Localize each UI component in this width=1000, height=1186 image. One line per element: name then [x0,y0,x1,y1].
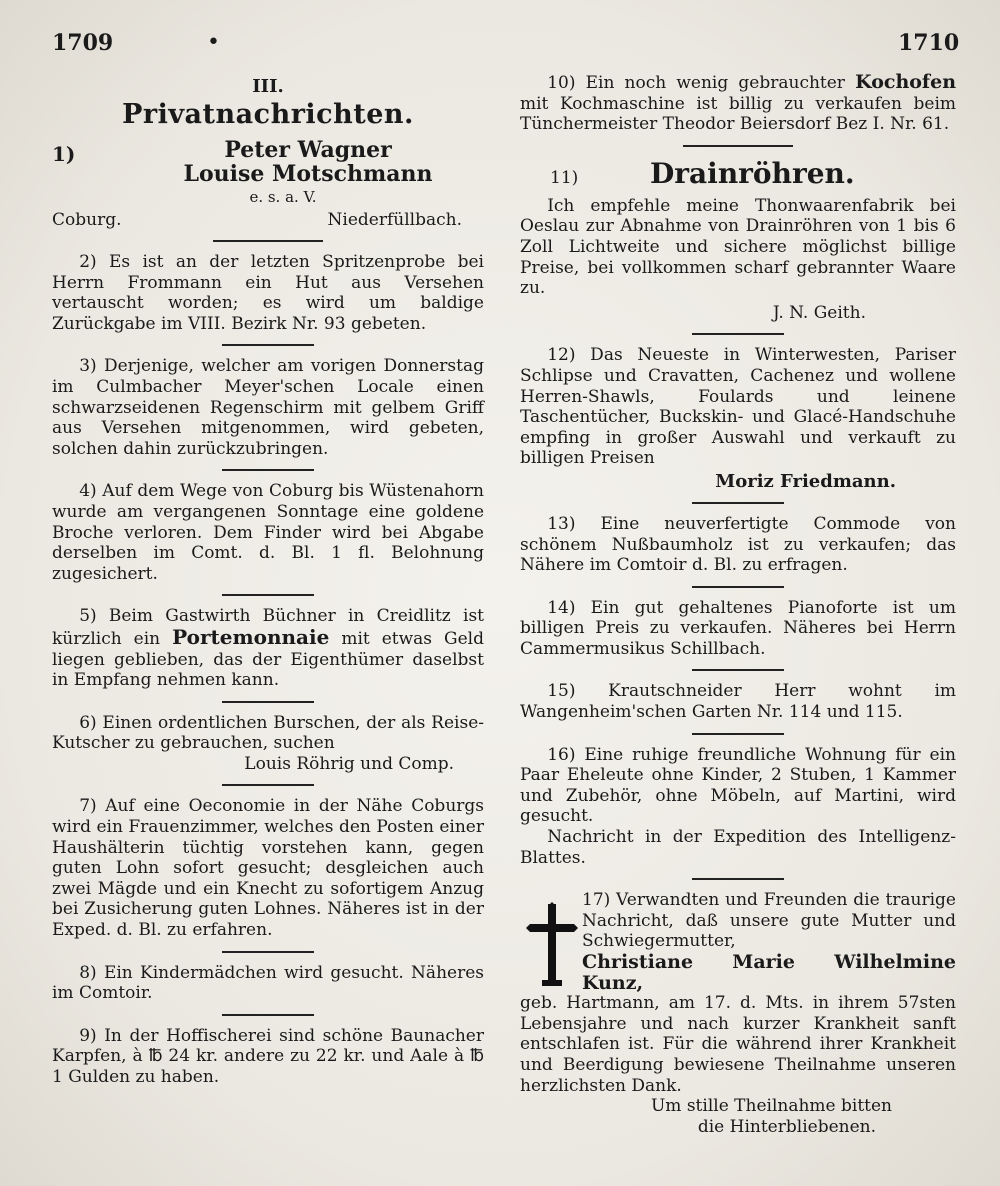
notice-11-text: Ich empfehle meine Thonwaarenfabrik bei Oeslau zur Abnahme von Drainröhren von 1 bis 6 Zoll Lichtweite und sichere möglichst billige Preise, bei vollkommen scharf gebrannter Waare zu. [520,195,956,299]
separator [222,469,314,471]
notice-7: 7) Auf eine Oeconomie in der Nähe Coburgs wird ein Frauenzimmer, welches den Posten einer Haushälterin tüchtig vorstehen kann, gegen guten Lohn sofort gesucht; desgleichen auch zwei Mägde und ein Knecht zu sofortigem Anzug bei Zusicherung guten Lohnes. Näheres ist in der Exped. d. Bl. zu erfahren. [52,796,484,941]
notice-12: 12) Das Neueste in Winterwesten, Pariser Schlipse und Cravatten, Cachenez und wollene Herren-Shawls, Foulards und leinene Taschentücher, Buckskin- und Glacé-Handschuhe empfing in großer Auswahl und verkauft zu billigen Preisen [520,345,956,469]
notice-15: 15) Krautschneider Herr wohnt im Wangenheim'schen Garten Nr. 114 und 115. [520,681,956,723]
notice-16: 16) Eine ruhige freundliche Wohnung für ein Paar Eheleute ohne Kinder, 2 Stuben, 1 Kammer und Zubehör, ohne Möbeln, auf Martini, wird gesucht. [520,744,956,827]
obituary-intro: 17) Verwandten und Freunden die traurige Nachricht, daß unsere gute Mutter und Schwiegermutter, [582,890,956,952]
portemonnaie-word: Portemonnaie [172,624,330,649]
groom-name: Peter Wagner [224,137,392,163]
kochofen-word: Kochofen [855,71,957,93]
separator [222,784,314,786]
notice-2: 2) Es ist an der letzten Spritzenprobe bei Herrn Frommann ein Hut aus Versehen vertauscht worden; es wird um baldige Zurückgabe im VIII. Bezirk Nr. 93 gebeten. [52,252,484,334]
notice-number: 1) [52,142,76,166]
right-column [520,72,956,1137]
notice-10: 10) Ein noch wenig gebrauchter Kochofen mit Kochmaschine ist billig zu verkaufen beim Tünchermeister Theodor Beiersdorf Bez I. Nr. 61. [520,71,957,135]
notice-12-signature: Moriz Friedmann. [715,470,896,492]
separator [683,145,793,147]
separator [692,669,784,671]
notice-5: 5) Beim Gastwirth Büchner in Creidlitz ist kürzlich ein Portemonnaie mit etwas Geld liegen geblieben, das der Eigenthümer daselbst in Empfang nehmen kann. [52,606,484,691]
separator [692,333,784,335]
notice-8: 8) Ein Kindermädchen wird gesucht. Näheres im Comtoir. [52,962,484,1004]
event-abbrev: e. s. a. V. [249,188,317,206]
header-dot: • [207,30,220,55]
section-title: Privatnachrichten. [122,99,414,130]
engagement-names [52,138,484,186]
separator [692,878,784,880]
page-number-left: 1709 [52,30,114,56]
separator [222,701,314,703]
mourning-cross-icon [526,902,578,986]
notice-6: 6) Einen ordentlichen Burschen, der als Reise-Kutscher zu gebrauchen, suchen [52,712,484,754]
page-number-right: 1710 [898,30,960,56]
notice-11 [520,157,956,324]
separator [222,951,314,953]
notice-13: 13) Eine neuverfertigte Commode von schönem Nußbaumholz ist zu verkaufen; das Nähere im Comtoir d. Bl. zu erfragen. [520,513,956,576]
separator [692,502,784,504]
notice-16-note: Nachricht in der Expedition des Intelligenz-Blattes. [520,827,956,868]
notice-11-signature: J. N. Geith. [772,302,866,323]
notice-11-number: 11) [550,167,579,188]
notice-4: 4) Auf dem Wege von Coburg bis Wüstenahorn wurde am vergangenen Sonntage eine goldene Broche verloren. Dem Finder wird bei Abgabe derselben im Comt. d. Bl. 1 fl. Belohnung zugesichert. [52,481,484,584]
separator [222,594,314,596]
obituary-request: Um stille Theilnahme bitten [650,1096,892,1117]
separator [222,1014,314,1016]
notice-17-obituary [520,890,956,1137]
notice-14: 14) Ein gut gehaltenes Pianoforte ist um billigen Preis zu verkaufen. Näheres bei Herrn Cammermusikus Schillbach. [520,597,956,659]
notice-1 [52,138,484,230]
section-number: III. [252,76,284,97]
notice-9: 9) In der Hoffischerei sind schöne Baunacher Karpfen, à ℔ 24 kr. andere zu 22 kr. und Aale à ℔ 1 Gulden zu haben. [52,1025,484,1087]
drainroehren-title: Drainröhren. [650,156,855,190]
notice-6-signature: Louis Röhrig und Comp. [244,753,454,774]
deceased-name: Christiane Marie Wilhelmine Kunz, [582,951,956,994]
place-left: Coburg. [52,210,122,230]
separator [222,344,314,346]
obituary-signature: die Hinterbliebenen. [697,1116,876,1137]
separator [692,586,784,588]
obituary-body: geb. Hartmann, am 17. d. Mts. in ihrem 57sten Lebensjahre und nach kurzer Krankheit sanft entschlafen ist. Für die während ihrer Krankheit und Beerdigung bewiesene Theilnahme unseren herzlichsten Dank. [520,993,956,1096]
bride-name: Louise Motschmann [183,161,433,187]
place-right: Niederfüllbach. [327,210,462,230]
separator [213,240,323,242]
left-column [52,72,484,1088]
separator [692,733,784,735]
notice-3: 3) Derjenige, welcher am vorigen Donnerstag im Culmbacher Meyer'schen Locale einen schwarzseidenen Regenschirm mit gelbem Griff aus Versehen mitgenommen, wird gebeten, solchen dahin zurückzubringen. [52,356,484,459]
